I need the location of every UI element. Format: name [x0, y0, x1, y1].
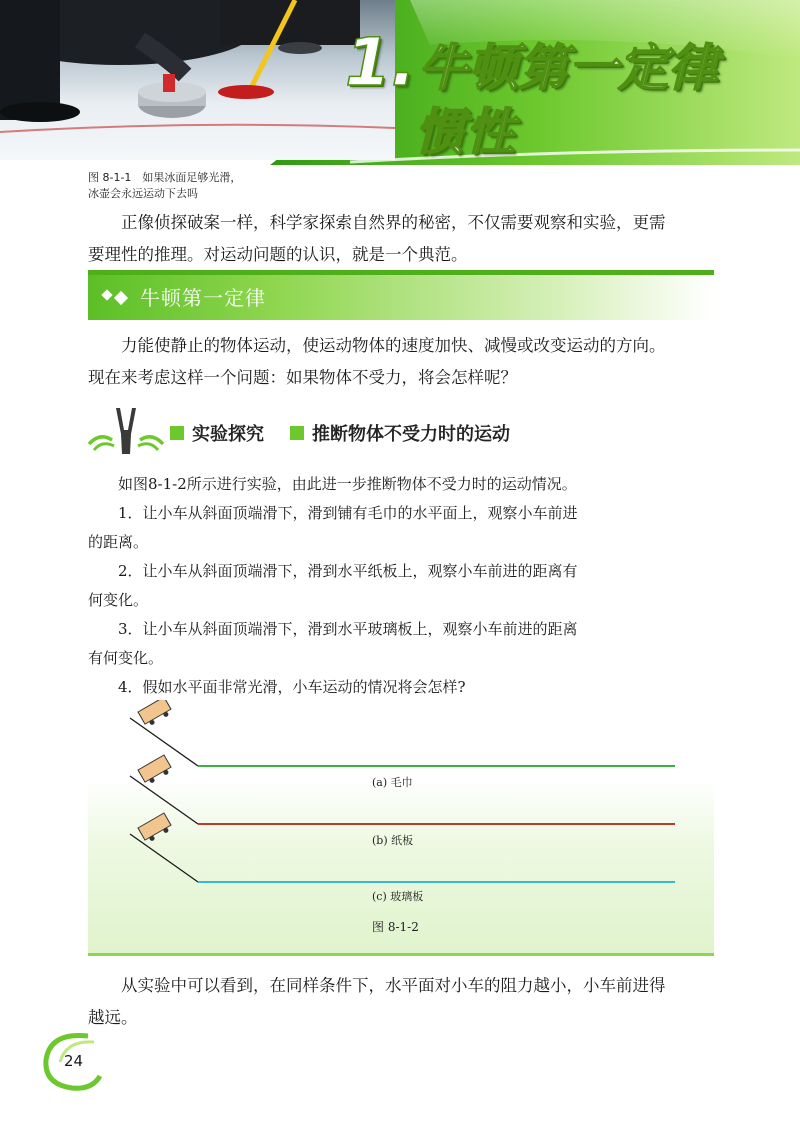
experiment-intro: 如图8-1-2所示进行实验，由此进一步推断物体不受力时的运动情况。	[118, 475, 577, 493]
photo-caption-line1: 图 8-1-1 如果冰面足够光滑，	[88, 171, 242, 184]
experiment-title: 推断物体不受力时的运动	[312, 424, 510, 445]
section-para-line2: 现在来考虑这样一个问题：如果物体不受力，将会怎样呢？	[88, 368, 517, 387]
experiment-step2-line2: 何变化。	[88, 591, 149, 609]
section-para-line1: 力能使静止的物体运动，使运动物体的速度加快、减慢或改变运动的方向。	[121, 336, 666, 355]
figure-label-c: (c) 玻璃板	[372, 890, 424, 903]
photo-caption-line2: 冰壶会永远运动下去吗	[88, 187, 198, 200]
experiment-step1-line1: 1．让小车从斜面顶端滑下，滑到铺有毛巾的水平面上，观察小车前进	[118, 504, 578, 522]
page-number: 24	[64, 1052, 84, 1070]
figure-bottom-line	[88, 953, 714, 956]
experiment-title-bullet-icon	[290, 426, 304, 440]
ramp-a	[130, 700, 675, 766]
chapter-title-line2: 惯性	[415, 103, 515, 161]
section-paragraph	[88, 330, 728, 394]
experiment-step1-line2: 的距离。	[88, 533, 149, 551]
diamond-bullet-icon	[100, 286, 136, 308]
cart-c-icon	[138, 813, 173, 844]
experiment-label: 实验探究	[192, 424, 264, 445]
experiment-step4: 4．假如水平面非常光滑，小车运动的情况将会怎样?	[118, 678, 466, 696]
experiment-step3-line1: 3．让小车从斜面顶端滑下，滑到水平玻璃板上，观察小车前进的距离	[118, 620, 578, 638]
intro-line1: 正像侦探破案一样，科学家探索自然界的秘密，不仅需要观察和实验，更需	[121, 213, 666, 232]
figure-label-b: (b) 纸板	[372, 834, 414, 847]
incline-figure	[120, 700, 690, 900]
curling-photo	[0, 0, 395, 160]
conclusion-line2: 越远。	[88, 1008, 138, 1027]
conclusion-line1: 从实验中可以看到，在同样条件下，水平面对小车的阻力越小，小车前进得	[121, 976, 666, 995]
experiment-step2-line1: 2．让小车从斜面顶端滑下，滑到水平纸板上，观察小车前进的距离有	[118, 562, 578, 580]
conclusion-paragraph	[88, 970, 728, 1034]
section-header-top-line	[88, 270, 714, 275]
section-title: 牛顿第一定律	[140, 286, 266, 310]
experiment-tuning-fork-icon	[86, 404, 166, 456]
figure-label-a: (a) 毛巾	[372, 776, 413, 789]
cart-b-icon	[138, 755, 173, 786]
experiment-body	[88, 470, 708, 702]
experiment-step3-line2: 有何变化。	[88, 649, 164, 667]
chapter-number: 1.	[345, 24, 416, 101]
intro-paragraph	[88, 207, 728, 271]
experiment-square-bullet-icon	[170, 426, 184, 440]
intro-line2: 要理性的推理。对运动问题的认识，就是一个典范。	[88, 245, 468, 264]
cart-a-icon	[138, 700, 173, 728]
figure-caption: 图 8-1-2	[372, 920, 419, 934]
photo-caption	[88, 170, 241, 202]
chapter-title-line1: 牛顿第一定律	[418, 39, 718, 97]
chapter-header	[0, 0, 800, 170]
